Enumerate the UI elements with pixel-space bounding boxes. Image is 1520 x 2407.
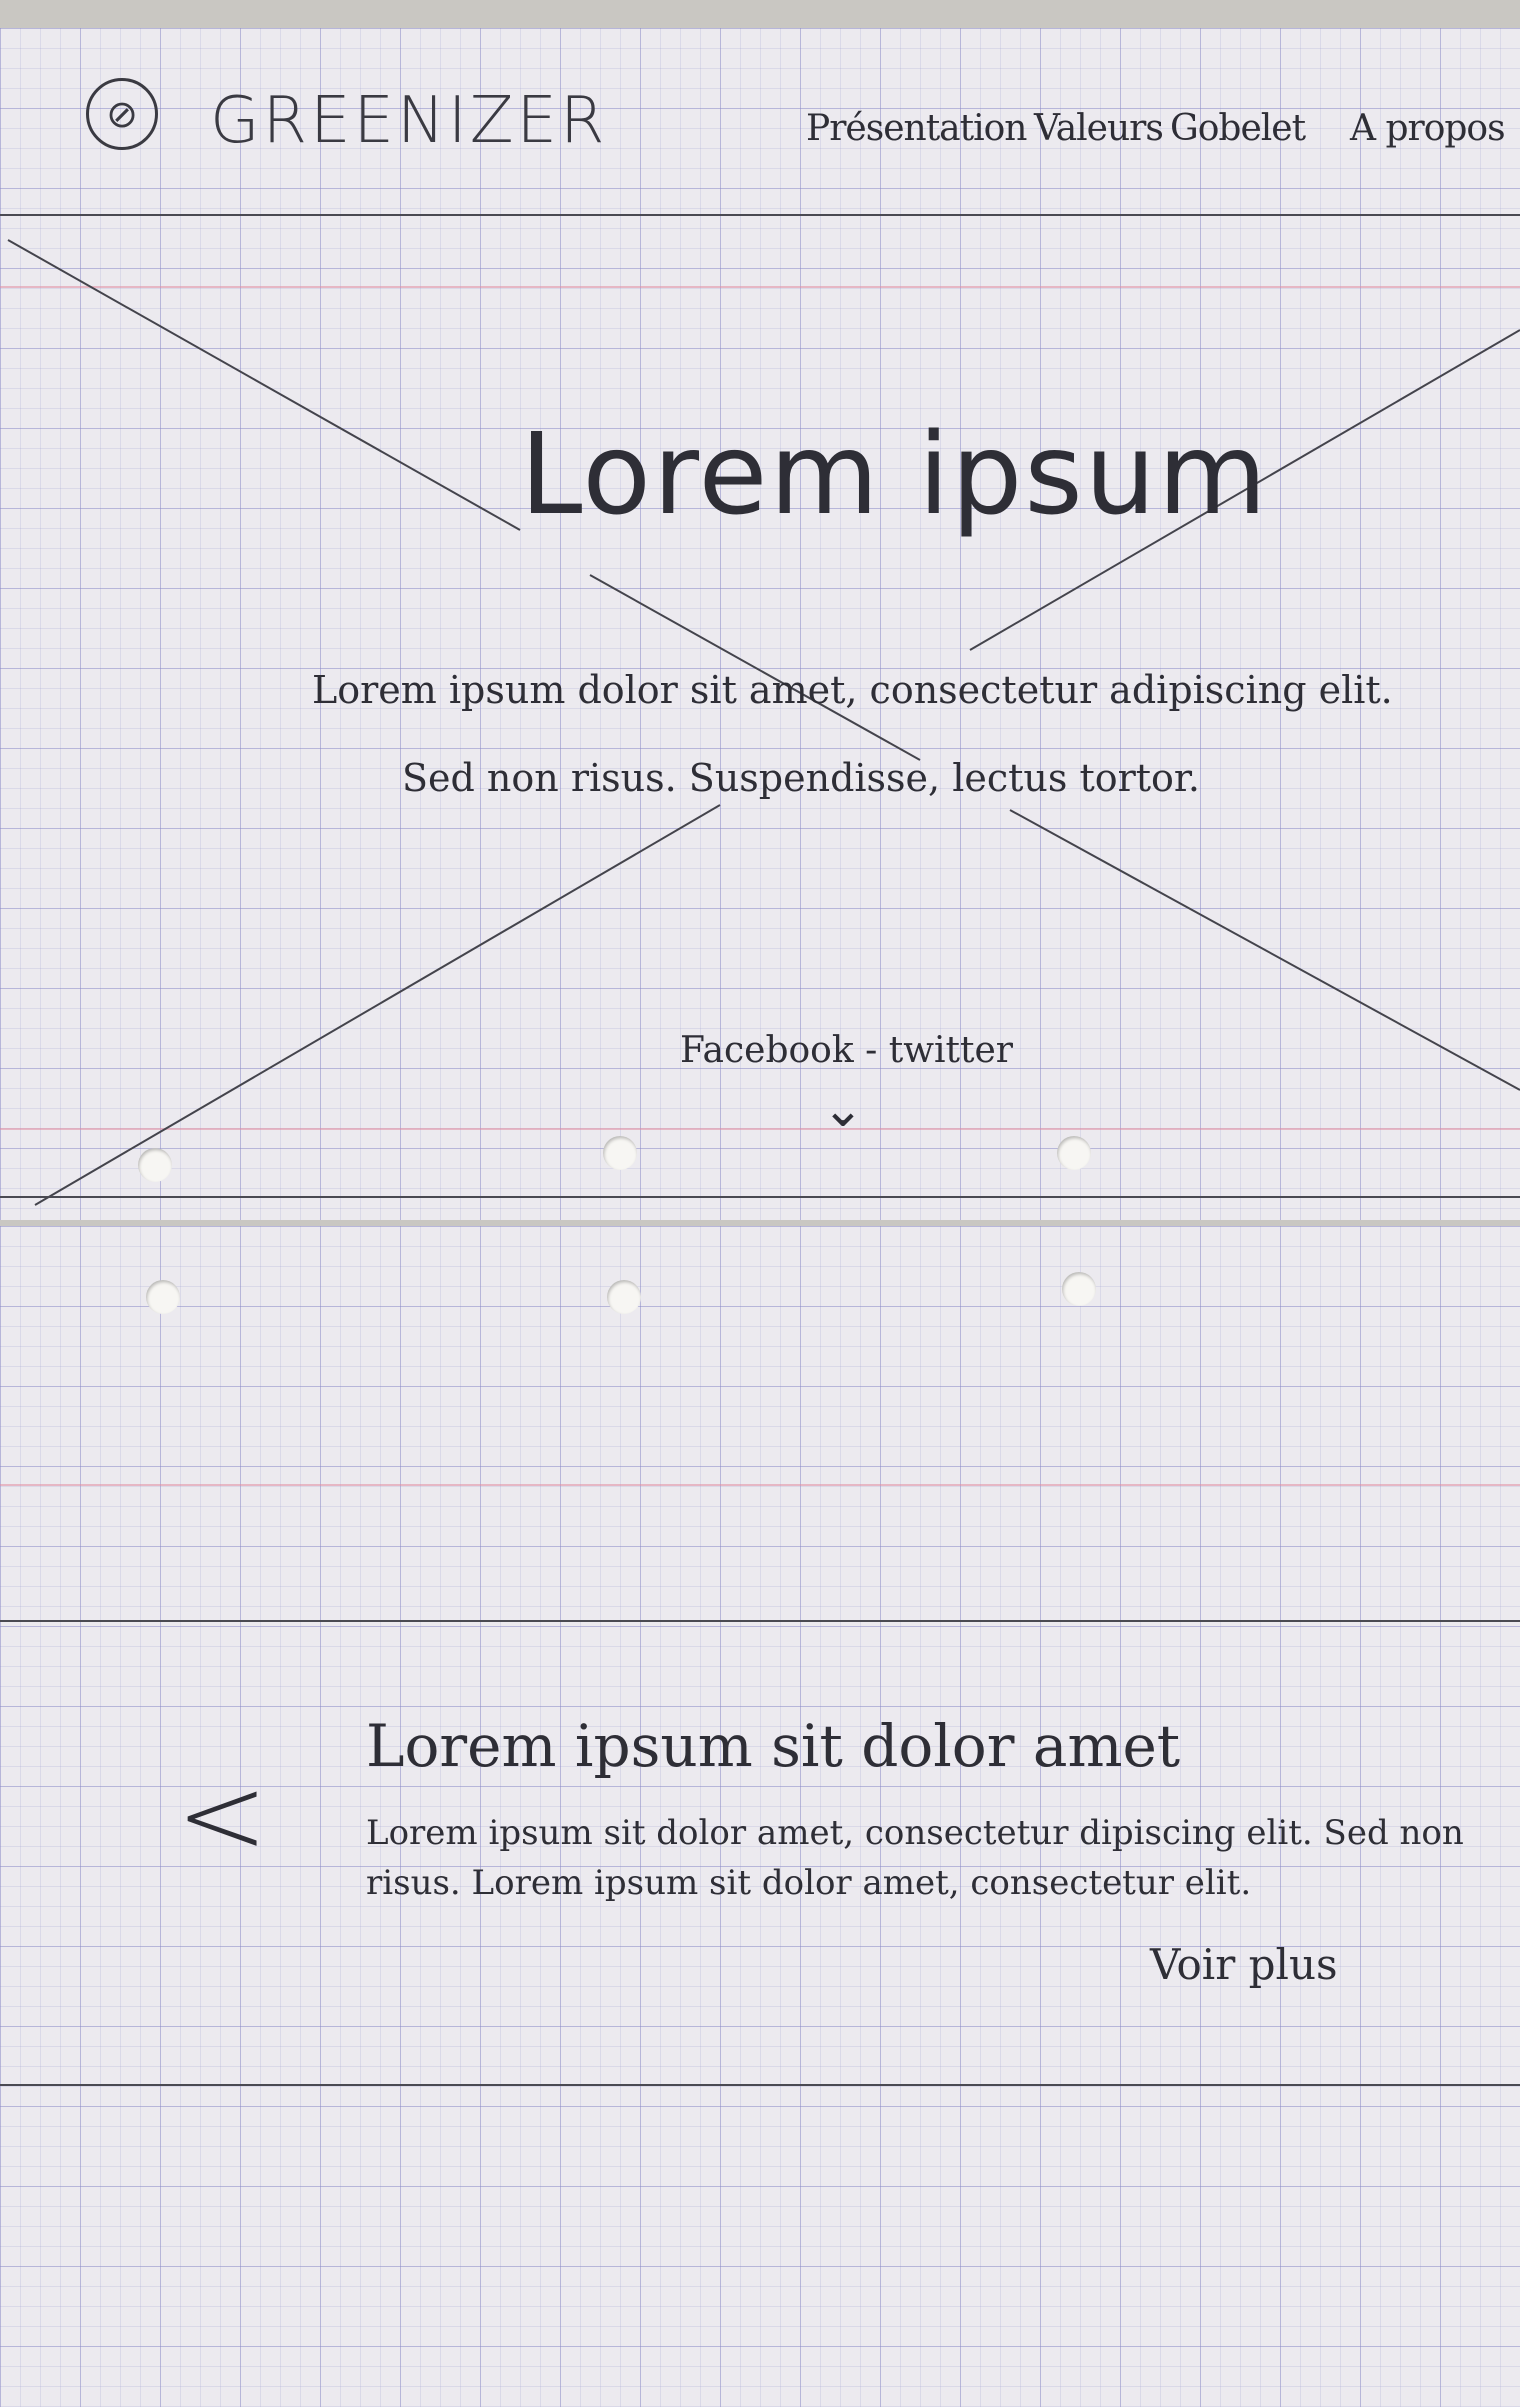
nav-item-a-propos[interactable]: A propos bbox=[1350, 108, 1505, 149]
article-body: Lorem ipsum sit dolor amet, consectetur dipiscing elit. Sed non risus. Lorem ipsum sit dolor amet, consectetur elit. bbox=[366, 1813, 1464, 1903]
brand-name[interactable]: GREENIZER bbox=[210, 84, 608, 158]
article-title: Lorem ipsum sit dolor amet bbox=[366, 1712, 1181, 1780]
section-divider-top bbox=[0, 1620, 1520, 1622]
nav-item-presentation[interactable]: Présentation bbox=[806, 108, 1027, 149]
hero-title: Lorem ipsum bbox=[520, 410, 1269, 540]
hero-text-line-2: Sed non risus. Suspendisse, lectus tortor. bbox=[402, 756, 1200, 800]
see-more-link[interactable]: Voir plus bbox=[1150, 1940, 1338, 1989]
punch-hole bbox=[607, 1280, 641, 1314]
logo-glyph: ⊘ bbox=[106, 92, 138, 136]
social-links[interactable]: Facebook - twitter bbox=[680, 1030, 1013, 1071]
punch-hole bbox=[1062, 1272, 1096, 1306]
logo-icon[interactable] bbox=[86, 78, 158, 150]
scroll-down-icon[interactable]: ⌄ bbox=[822, 1080, 864, 1138]
nav-item-valeurs[interactable]: Valeurs bbox=[1034, 108, 1163, 149]
punch-hole bbox=[146, 1280, 180, 1314]
hero-text-line-1: Lorem ipsum dolor sit amet, consectetur adipiscing elit. bbox=[312, 668, 1393, 712]
nav-item-gobelet[interactable]: Gobelet bbox=[1170, 108, 1306, 149]
chevron-left-icon[interactable]: < bbox=[176, 1751, 269, 1879]
paper-margin-line bbox=[0, 1484, 1520, 1486]
hero-divider bbox=[0, 1196, 1520, 1198]
header-divider bbox=[0, 214, 1520, 216]
section-divider-bottom bbox=[0, 2084, 1520, 2086]
